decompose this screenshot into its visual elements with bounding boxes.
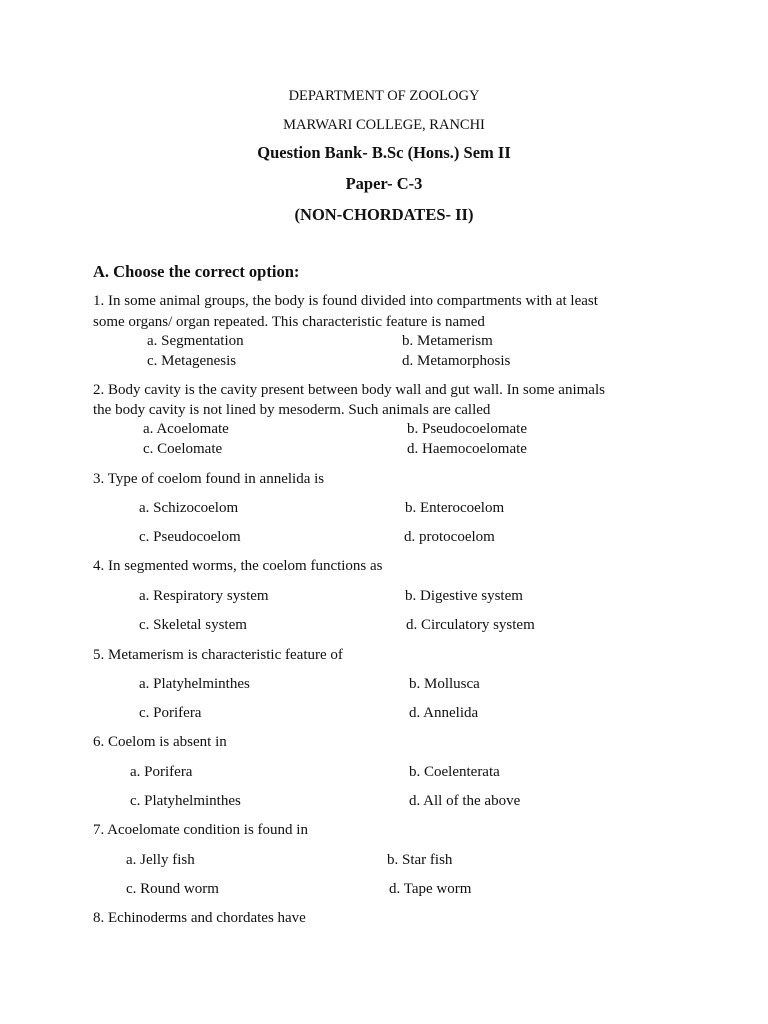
question-bank-title: Question Bank- B.Sc (Hons.) Sem II bbox=[257, 143, 511, 162]
question-3-option-c: c. Pseudocoelom bbox=[139, 529, 241, 545]
question-5-line-1: 5. Metamerism is characteristic feature of bbox=[93, 647, 343, 663]
question-5-option-a: a. Platyhelminthes bbox=[139, 676, 250, 692]
subject-title: (NON-CHORDATES- II) bbox=[294, 205, 474, 224]
question-3-option-d: d. protocoelom bbox=[404, 529, 495, 545]
question-1-line-1: 1. In some animal groups, the body is found divided into compartments with at least bbox=[93, 293, 598, 309]
question-7-option-d: d. Tape worm bbox=[389, 881, 472, 897]
question-7-option-b: b. Star fish bbox=[387, 852, 453, 868]
question-6-line-1: 6. Coelom is absent in bbox=[93, 734, 227, 750]
question-1-line-2: some organs/ organ repeated. This characteristic feature is named bbox=[93, 314, 485, 330]
college-heading: MARWARI COLLEGE, RANCHI bbox=[283, 117, 485, 133]
question-4-option-c: c. Skeletal system bbox=[139, 617, 247, 633]
question-3-option-a: a. Schizocoelom bbox=[139, 500, 239, 516]
question-3-option-b: b. Enterocoelom bbox=[405, 500, 505, 516]
question-1-option-a: a. Segmentation bbox=[147, 333, 244, 349]
question-2-option-a: a. Acoelomate bbox=[143, 421, 229, 437]
paper-title: Paper- C-3 bbox=[345, 174, 423, 193]
question-2-option-c: c. Coelomate bbox=[143, 441, 223, 457]
question-6-option-d: d. All of the above bbox=[409, 793, 521, 809]
question-5-option-d: d. Annelida bbox=[409, 705, 479, 721]
question-6-option-b: b. Coelenterata bbox=[409, 764, 500, 780]
question-1-option-b: b. Metamerism bbox=[402, 333, 493, 349]
question-4-line-1: 4. In segmented worms, the coelom functions as bbox=[93, 558, 383, 574]
question-2-line-1: 2. Body cavity is the cavity present between body wall and gut wall. In some animals bbox=[93, 382, 605, 398]
question-2-line-2: the body cavity is not lined by mesoderm. Such animals are called bbox=[93, 402, 491, 418]
question-5-option-c: c. Porifera bbox=[139, 705, 202, 721]
question-7-option-a: a. Jelly fish bbox=[126, 852, 195, 868]
question-7-line-1: 7. Acoelomate condition is found in bbox=[93, 822, 308, 838]
question-5-option-b: b. Mollusca bbox=[409, 676, 480, 692]
question-4-option-b: b. Digestive system bbox=[405, 588, 523, 604]
question-6-option-c: c. Platyhelminthes bbox=[130, 793, 241, 809]
section-a-title: A. Choose the correct option: bbox=[93, 262, 300, 281]
question-4-option-d: d. Circulatory system bbox=[406, 617, 535, 633]
department-heading: DEPARTMENT OF ZOOLOGY bbox=[288, 88, 480, 104]
question-8-line-1: 8. Echinoderms and chordates have bbox=[93, 910, 306, 926]
question-6-option-a: a. Porifera bbox=[130, 764, 193, 780]
question-1-option-d: d. Metamorphosis bbox=[402, 353, 511, 369]
question-2-option-d: d. Haemocoelomate bbox=[407, 441, 527, 457]
question-7-option-c: c. Round worm bbox=[126, 881, 219, 897]
question-2-option-b: b. Pseudocoelomate bbox=[407, 421, 527, 437]
question-1-option-c: c. Metagenesis bbox=[147, 353, 237, 369]
question-3-line-1: 3. Type of coelom found in annelida is bbox=[93, 471, 325, 487]
question-4-option-a: a. Respiratory system bbox=[139, 588, 269, 604]
